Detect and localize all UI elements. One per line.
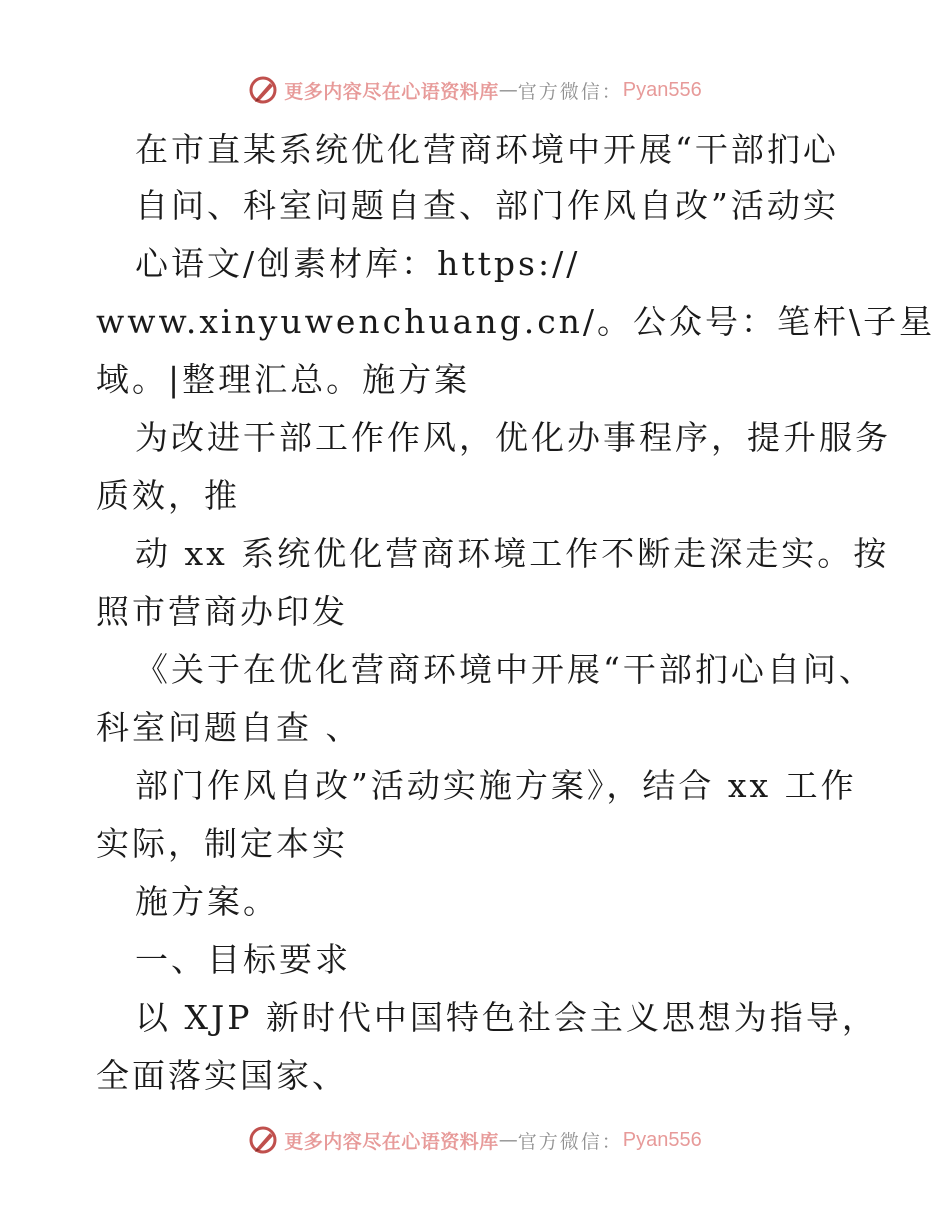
paragraph-line: 《关于在优化营商环境中开展“干部扪心自问、 xyxy=(135,650,875,689)
section-heading: 一、目标要求 xyxy=(135,940,351,979)
footer-banner-dash: — xyxy=(498,1129,518,1151)
paragraph-line: 动 xx 系统优化营商环境工作不断走深走实。按 xyxy=(135,534,890,573)
paragraph-line: 照市营商办印发 xyxy=(96,592,348,631)
title-line-1: 在市直某系统优化营商环境中开展“干部扪心 xyxy=(135,130,839,169)
header-banner-dash: — xyxy=(498,79,518,101)
footer-banner-main-text: 更多内容尽在心语资料库 xyxy=(284,1130,499,1153)
source-tail-line: 域。|整理汇总。施方案 xyxy=(96,360,471,399)
paragraph-line: 部门作风自改”活动实施方案》，结合 xx 工作 xyxy=(135,766,857,805)
footer-banner-content xyxy=(248,1124,702,1156)
header-banner-wechat-label: 官方微信： xyxy=(517,80,623,103)
paragraph-line: 全面落实国家、 xyxy=(96,1056,348,1095)
paragraph-line: 质效，推 xyxy=(96,476,240,515)
header-banner-main-text: 更多内容尽在心语资料库 xyxy=(284,80,499,103)
footer-banner xyxy=(0,1120,950,1160)
footer-banner-wechat-label: 官方微信： xyxy=(517,1130,623,1153)
paragraph-line: 为改进干部工作作风，优化办事程序，提升服务 xyxy=(135,418,891,457)
header-banner-content xyxy=(248,74,702,106)
header-banner-wechat-id: Pyan556 xyxy=(622,78,702,101)
paragraph-line: 实际，制定本实 xyxy=(96,824,348,863)
source-url-line: www.xinyuwenchuang.cn/。公众号：笔杆\子星 xyxy=(96,302,936,341)
title-line-2: 自问、科室问题自查、部门作风自改”活动实 xyxy=(135,186,839,225)
header-banner xyxy=(0,70,950,110)
paragraph-line: 科室问题自查 、 xyxy=(96,708,362,747)
pen-logo-icon xyxy=(248,74,280,106)
paragraph-line: 以 XJP 新时代中国特色社会主义思想为指导， xyxy=(135,998,878,1037)
paragraph-line: 施方案。 xyxy=(135,882,279,921)
pen-logo-icon xyxy=(248,1124,280,1156)
source-line: 心语文/创素材库：https:// xyxy=(135,244,581,283)
footer-banner-wechat-id: Pyan556 xyxy=(622,1128,702,1151)
